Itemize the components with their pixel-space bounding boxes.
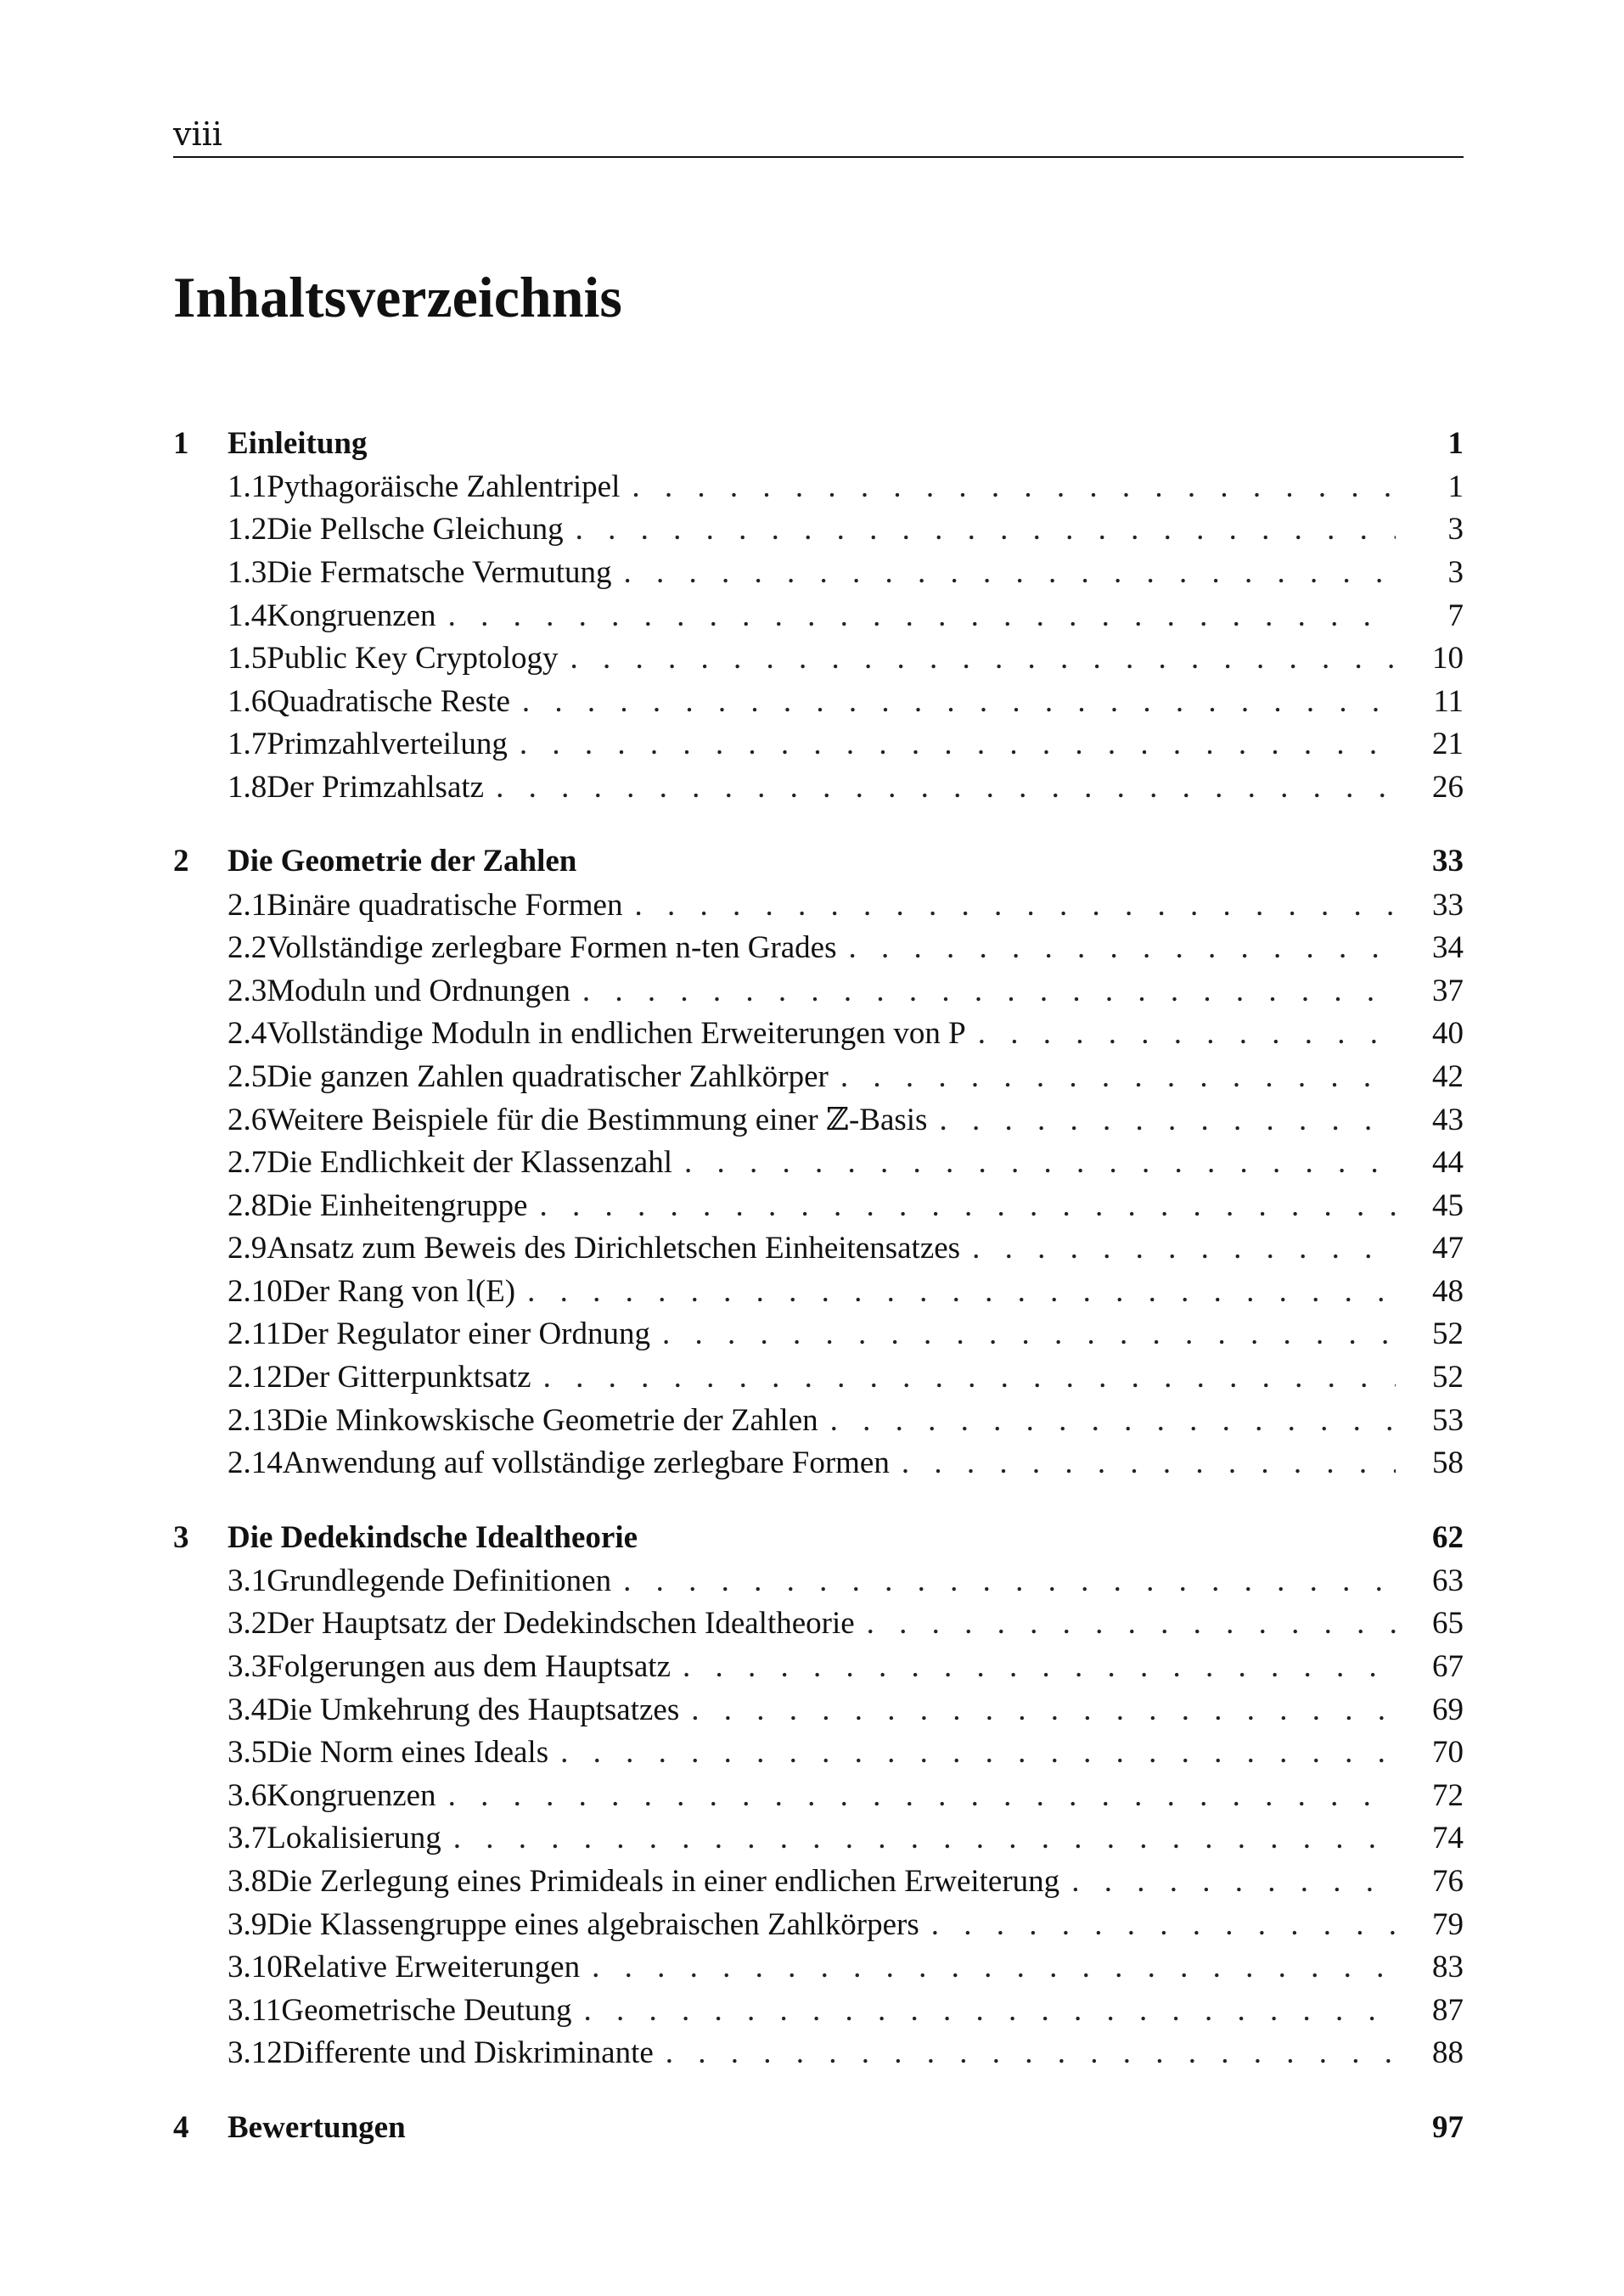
toc-title: Inhaltsverzeichnis	[173, 265, 622, 329]
toc-section-entry[interactable]	[173, 508, 1464, 552]
section-number: 1.6	[228, 683, 267, 719]
toc-section-entry[interactable]	[173, 1645, 1464, 1688]
toc-section-entry[interactable]	[173, 1313, 1464, 1356]
dot-leaders	[890, 1445, 1396, 1481]
section-title: Die Fermatsche Vermutung	[267, 554, 612, 590]
section-number: 2.6	[228, 1102, 267, 1137]
dot-leaders	[611, 554, 1396, 591]
dot-leaders	[829, 1058, 1396, 1095]
dot-leaders	[436, 598, 1396, 634]
dot-leaders	[580, 1949, 1396, 1985]
section-number: 2.9	[228, 1231, 267, 1266]
toc-section-entry[interactable]	[173, 680, 1464, 723]
dot-leaders	[441, 1820, 1396, 1856]
section-number: 2.10	[228, 1273, 283, 1309]
section-number: 1.8	[228, 769, 267, 805]
section-title: Grundlegende Definitionen	[267, 1563, 612, 1598]
dot-leaders	[671, 1648, 1396, 1685]
chapter-number: 2	[173, 844, 189, 879]
chapter-title: Die Geometrie der Zahlen	[228, 844, 577, 879]
section-page-number: 42	[1432, 1058, 1464, 1094]
chapter-number: 4	[173, 2109, 189, 2145]
chapter-number: 3	[173, 1519, 189, 1555]
dot-leaders	[650, 1316, 1396, 1352]
section-title: Die ganzen Zahlen quadratischer Zahlkörper	[267, 1058, 829, 1094]
section-page-number: 70	[1432, 1735, 1464, 1771]
toc-section-entry[interactable]	[173, 1817, 1464, 1861]
dot-leaders	[572, 1992, 1396, 2029]
chapter-page-number: 97	[1432, 2109, 1464, 2145]
section-page-number: 37	[1432, 973, 1464, 1008]
section-page-number: 21	[1432, 727, 1464, 762]
section-title: Der Primzahlsatz	[267, 769, 485, 805]
toc-section-entry[interactable]	[173, 1013, 1464, 1056]
dot-leaders	[927, 1102, 1396, 1138]
section-title: Der Hauptsatz der Dedekindschen Idealtheorie	[267, 1606, 855, 1642]
section-title: Die Klassengruppe eines algebraischen Zahlkörpers	[267, 1906, 919, 1942]
toc-chapter	[173, 421, 1464, 809]
section-title: Differente und Diskriminante	[282, 2035, 654, 2071]
section-title: Die Umkehrung des Hauptsatzes	[267, 1692, 680, 1727]
section-number: 2.13	[228, 1402, 283, 1438]
section-page-number: 43	[1432, 1102, 1464, 1137]
toc-chapter-entry[interactable]	[173, 421, 1464, 465]
dot-leaders	[515, 1273, 1396, 1310]
section-number: 3.6	[228, 1777, 267, 1813]
section-title: Lokalisierung	[267, 1821, 441, 1856]
dot-leaders	[559, 640, 1396, 676]
toc-section-entry[interactable]	[173, 1945, 1464, 1989]
dot-leaders	[570, 973, 1396, 1009]
section-title: Die Pellsche Gleichung	[267, 512, 564, 547]
dot-leaders	[508, 726, 1396, 762]
section-page-number: 3	[1447, 554, 1464, 590]
section-page-number: 87	[1432, 1992, 1464, 2028]
toc-section-entry[interactable]	[173, 1270, 1464, 1313]
section-number: 3.10	[228, 1950, 283, 1985]
section-title: Moduln und Ordnungen	[267, 973, 570, 1008]
section-title: Der Rang von l(E)	[282, 1273, 516, 1309]
dot-leaders	[966, 1015, 1396, 1052]
section-number: 3.4	[228, 1692, 267, 1727]
section-title: Der Gitterpunktsatz	[282, 1360, 531, 1395]
section-page-number: 11	[1433, 683, 1464, 719]
section-page-number: 52	[1432, 1316, 1464, 1352]
toc-section-entry[interactable]	[173, 465, 1464, 508]
toc-section-entry[interactable]	[173, 884, 1464, 927]
section-number: 3.1	[228, 1563, 267, 1598]
dot-leaders	[531, 1359, 1396, 1395]
dot-leaders	[654, 2035, 1396, 2071]
section-title: Die Norm eines Ideals	[267, 1735, 549, 1771]
section-title: Public Key Cryptology	[267, 641, 559, 676]
section-title: Kongruenzen	[267, 1777, 436, 1813]
section-page-number: 58	[1432, 1446, 1464, 1481]
toc-section-entry[interactable]	[173, 1356, 1464, 1399]
section-page-number: 33	[1432, 887, 1464, 923]
chapter-title: Bewertungen	[228, 2109, 406, 2145]
dot-leaders	[960, 1230, 1396, 1266]
section-number: 2.8	[228, 1187, 267, 1223]
toc-section-entry[interactable]	[173, 551, 1464, 594]
section-number: 3.3	[228, 1649, 267, 1685]
section-title: Vollständige zerlegbare Formen n-ten Grades	[267, 930, 837, 966]
dot-leaders	[919, 1906, 1396, 1943]
dot-leaders	[564, 511, 1396, 547]
section-title: Vollständige Moduln in endlichen Erweiterungen von P	[267, 1016, 966, 1052]
toc-section-entry[interactable]	[173, 1903, 1464, 1946]
section-number: 2.11	[228, 1316, 282, 1352]
section-number: 2.2	[228, 930, 267, 966]
section-number: 2.3	[228, 973, 267, 1008]
section-number: 2.4	[228, 1016, 267, 1052]
section-page-number: 53	[1432, 1402, 1464, 1438]
toc-section-entry[interactable]	[173, 1441, 1464, 1485]
section-page-number: 76	[1432, 1864, 1464, 1900]
toc-list	[173, 421, 1464, 2180]
section-title: Relative Erweiterungen	[282, 1950, 581, 1985]
section-page-number: 88	[1432, 2035, 1464, 2071]
section-number: 3.11	[228, 1992, 282, 2028]
dot-leaders	[548, 1734, 1396, 1771]
toc-chapter-entry[interactable]	[173, 1515, 1464, 1559]
toc-section-entry[interactable]	[173, 1989, 1464, 2032]
toc-section-entry[interactable]	[173, 1688, 1464, 1732]
section-page-number: 47	[1432, 1231, 1464, 1266]
dot-leaders	[620, 469, 1396, 505]
section-number: 2.7	[228, 1145, 267, 1181]
section-page-number: 69	[1432, 1692, 1464, 1727]
section-title: Geometrische Deutung	[281, 1992, 572, 2028]
toc-chapter	[173, 839, 1464, 1485]
section-title: Binäre quadratische Formen	[267, 887, 623, 923]
dot-leaders	[436, 1777, 1396, 1814]
section-page-number: 26	[1432, 769, 1464, 805]
toc-section-entry[interactable]	[173, 2032, 1464, 2075]
section-number: 3.2	[228, 1606, 267, 1642]
section-page-number: 83	[1432, 1950, 1464, 1985]
toc-chapter	[173, 2105, 1464, 2149]
section-page-number: 40	[1432, 1016, 1464, 1052]
running-head: viii	[173, 115, 222, 153]
section-number: 3.9	[228, 1906, 267, 1942]
section-page-number: 79	[1432, 1906, 1464, 1942]
toc-section-entry[interactable]	[173, 1603, 1464, 1646]
section-number: 1.1	[228, 469, 267, 504]
dot-leaders	[484, 769, 1396, 806]
section-page-number: 63	[1432, 1563, 1464, 1598]
chapter-title: Einleitung	[228, 425, 368, 461]
section-title: Weitere Beispiele für die Bestimmung einer ℤ-Basis	[267, 1103, 928, 1138]
section-title: Kongruenzen	[267, 598, 436, 633]
section-title: Die Endlichkeit der Klassenzahl	[267, 1145, 672, 1181]
chapter-page-number: 1	[1447, 425, 1464, 461]
section-title: Quadratische Reste	[267, 683, 510, 719]
section-page-number: 48	[1432, 1273, 1464, 1309]
toc-section-entry[interactable]	[173, 1098, 1464, 1142]
section-page-number: 1	[1447, 469, 1464, 504]
dot-leaders	[855, 1605, 1396, 1642]
chapter-page-number: 62	[1432, 1519, 1464, 1555]
section-page-number: 67	[1432, 1649, 1464, 1685]
toc-section-entry[interactable]	[173, 637, 1464, 680]
section-title: Ansatz zum Beweis des Dirichletschen Einheitensatzes	[267, 1231, 961, 1266]
section-number: 1.7	[228, 727, 267, 762]
section-number: 1.2	[228, 512, 267, 547]
toc-section-entry[interactable]	[173, 1860, 1464, 1903]
section-number: 1.3	[228, 554, 267, 590]
section-page-number: 74	[1432, 1821, 1464, 1856]
dot-leaders	[510, 683, 1396, 720]
section-page-number: 7	[1447, 598, 1464, 633]
section-title: Anwendung auf vollständige zerlegbare Formen	[282, 1446, 890, 1481]
section-title: Die Minkowskische Geometrie der Zahlen	[282, 1402, 818, 1438]
section-title: Die Zerlegung eines Primideals in einer endlichen Erweiterung	[267, 1864, 1060, 1900]
section-title: Primzahlverteilung	[267, 727, 508, 762]
section-title: Der Regulator einer Ordnung	[281, 1316, 650, 1352]
section-number: 2.14	[228, 1446, 283, 1481]
chapter-number: 1	[173, 425, 189, 461]
toc-section-entry[interactable]	[173, 1184, 1464, 1227]
section-page-number: 72	[1432, 1777, 1464, 1813]
section-page-number: 65	[1432, 1606, 1464, 1642]
section-number: 3.8	[228, 1864, 267, 1900]
dot-leaders	[622, 887, 1396, 923]
chapter-page-number: 33	[1432, 844, 1464, 879]
section-page-number: 34	[1432, 930, 1464, 966]
dot-leaders	[679, 1692, 1396, 1728]
section-number: 2.12	[228, 1360, 283, 1395]
section-number: 3.7	[228, 1821, 267, 1856]
section-page-number: 52	[1432, 1360, 1464, 1395]
section-title: Folgerungen aus dem Hauptsatz	[267, 1649, 671, 1685]
section-page-number: 3	[1447, 512, 1464, 547]
document-page	[173, 0, 1464, 2296]
dot-leaders	[837, 929, 1396, 966]
section-title: Pythagoräische Zahlentripel	[267, 469, 621, 504]
toc-section-entry[interactable]	[173, 1227, 1464, 1271]
toc-section-entry[interactable]	[173, 1141, 1464, 1184]
toc-section-entry[interactable]	[173, 1399, 1464, 1442]
toc-chapter	[173, 1515, 1464, 2074]
toc-section-entry[interactable]	[173, 766, 1464, 809]
section-title: Die Einheitengruppe	[267, 1187, 528, 1223]
toc-section-entry[interactable]	[173, 594, 1464, 637]
dot-leaders	[611, 1563, 1396, 1599]
section-number: 2.1	[228, 887, 267, 923]
toc-section-entry[interactable]	[173, 1055, 1464, 1098]
toc-section-entry[interactable]	[173, 1774, 1464, 1817]
section-number: 2.5	[228, 1058, 267, 1094]
toc-section-entry[interactable]	[173, 1731, 1464, 1774]
section-page-number: 44	[1432, 1145, 1464, 1181]
section-number: 1.5	[228, 641, 267, 676]
dot-leaders	[818, 1402, 1396, 1439]
section-page-number: 10	[1432, 641, 1464, 676]
toc-section-entry[interactable]	[173, 723, 1464, 766]
toc-section-entry[interactable]	[173, 1559, 1464, 1603]
section-page-number: 45	[1432, 1187, 1464, 1223]
header-rule	[173, 156, 1464, 158]
toc-section-entry[interactable]	[173, 926, 1464, 969]
dot-leaders	[672, 1144, 1396, 1181]
toc-section-entry[interactable]	[173, 969, 1464, 1013]
section-number: 1.4	[228, 598, 267, 633]
section-number: 3.12	[228, 2035, 283, 2071]
toc-chapter-entry[interactable]	[173, 839, 1464, 884]
dot-leaders	[527, 1187, 1396, 1224]
chapter-title: Die Dedekindsche Idealtheorie	[228, 1519, 638, 1555]
section-number: 3.5	[228, 1735, 267, 1771]
dot-leaders	[1059, 1863, 1396, 1900]
toc-chapter-entry[interactable]	[173, 2105, 1464, 2149]
